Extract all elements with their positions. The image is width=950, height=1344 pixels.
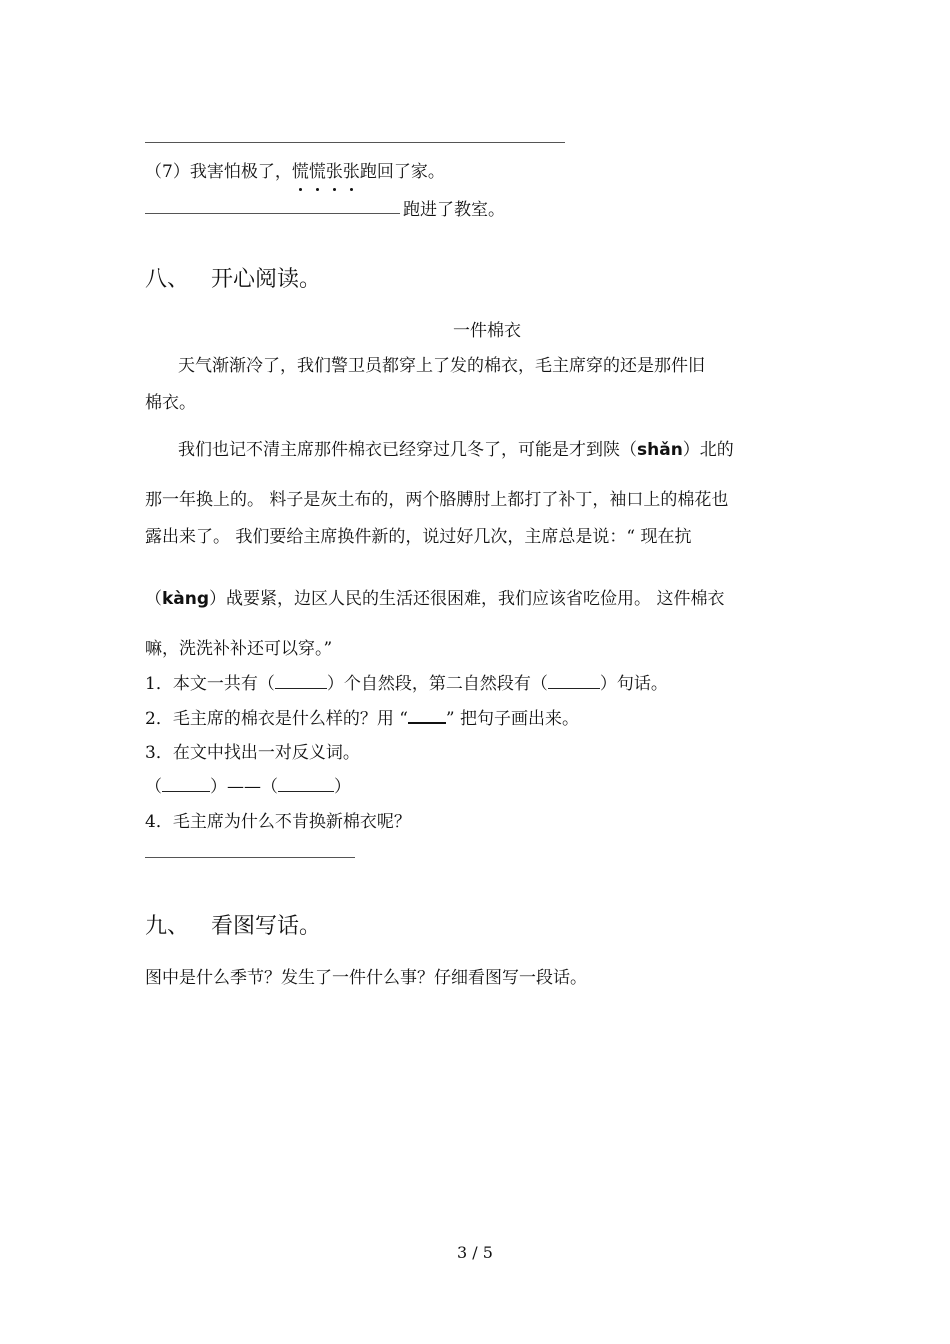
paragraph-2-line-1-b: ）北的 xyxy=(682,440,734,460)
pinyin-shan: shǎn xyxy=(637,440,683,460)
paragraph-2-line-1 xyxy=(178,435,734,460)
paragraph-2-line-2: 那一年换上的。 料子是灰土布的，两个胳膊肘上都打了补丁，袖口上的棉花也 xyxy=(145,490,729,510)
section-8-heading xyxy=(145,262,321,293)
question-3-ans-a: （ xyxy=(145,777,162,797)
pinyin-kang: kàng xyxy=(162,589,210,609)
dotted-word-text: 慌慌张张 xyxy=(291,162,360,182)
question-3-ans-b: ）——（ xyxy=(210,777,278,797)
answer-line-7 xyxy=(145,213,400,214)
blank-3[interactable] xyxy=(162,791,210,792)
question-2 xyxy=(145,704,579,729)
question-1 xyxy=(145,669,668,694)
section-8-title: 开心阅读。 xyxy=(211,267,322,292)
paragraph-2-line-5: 嘛，洗洗补补还可以穿。” xyxy=(145,639,333,659)
blank-2[interactable] xyxy=(548,688,600,689)
question-3: 3．在文中找出一对反义词。 xyxy=(145,743,360,763)
paragraph-1-line-1: 天气渐渐冷了，我们警卫员都穿上了发的棉衣，毛主席穿的还是那件旧 xyxy=(178,356,705,376)
underline-sample xyxy=(408,722,446,724)
blank-4[interactable] xyxy=(278,791,334,792)
answer-7-suffix: 跑进了教室。 xyxy=(403,200,505,220)
question-7-pre: 我害怕极了， xyxy=(189,162,292,182)
paragraph-2-line-4 xyxy=(145,584,724,609)
question-7 xyxy=(145,157,445,182)
section-9-prompt: 图中是什么季节？发生了一件什么事？仔细看图写一段话。 xyxy=(145,968,587,988)
question-1-b: ）个自然段，第二自然段有（ xyxy=(326,674,548,694)
paragraph-2-line-4-b: ）战要紧，边区人民的生活还很困难，我们应该省吃俭用。 这件棉衣 xyxy=(209,589,725,609)
question-7-post: 跑回了家。 xyxy=(359,162,445,182)
answer-line-q4 xyxy=(145,857,355,858)
question-1-c: ）句话。 xyxy=(599,674,668,694)
question-3-answer xyxy=(145,772,351,797)
section-9-title: 看图写话。 xyxy=(211,914,322,939)
answer-line-6 xyxy=(145,142,565,143)
dotted-word xyxy=(292,157,360,182)
page-number: 3 / 5 xyxy=(457,1243,493,1262)
section-9-heading xyxy=(145,909,321,940)
paragraph-2-line-3: 露出来了。 我们要给主席换件新的，说过好几次，主席总是说：“ 现在抗 xyxy=(145,527,692,547)
blank-1[interactable] xyxy=(275,688,327,689)
question-2-b: ” 把句子画出来。 xyxy=(445,709,580,729)
question-3-ans-c: ） xyxy=(334,777,351,797)
paragraph-2-line-1-a: 我们也记不清主席那件棉衣已经穿过几冬了，可能是才到陕（ xyxy=(178,440,637,460)
paragraph-1-line-2: 棉衣。 xyxy=(145,393,196,413)
question-1-a: 1．本文一共有（ xyxy=(145,674,275,694)
question-7-number: （7） xyxy=(145,162,190,182)
article-title: 一件棉衣 xyxy=(453,321,521,341)
emphasis-dots xyxy=(292,188,360,191)
section-8-number: 八、 xyxy=(145,267,190,292)
paragraph-2-line-4-a: （ xyxy=(145,589,162,609)
question-4: 4．毛主席为什么不肯换新棉衣呢？ xyxy=(145,812,411,832)
section-9-number: 九、 xyxy=(145,914,190,939)
question-2-a: 2．毛主席的棉衣是什么样的？用 “ xyxy=(145,709,408,729)
